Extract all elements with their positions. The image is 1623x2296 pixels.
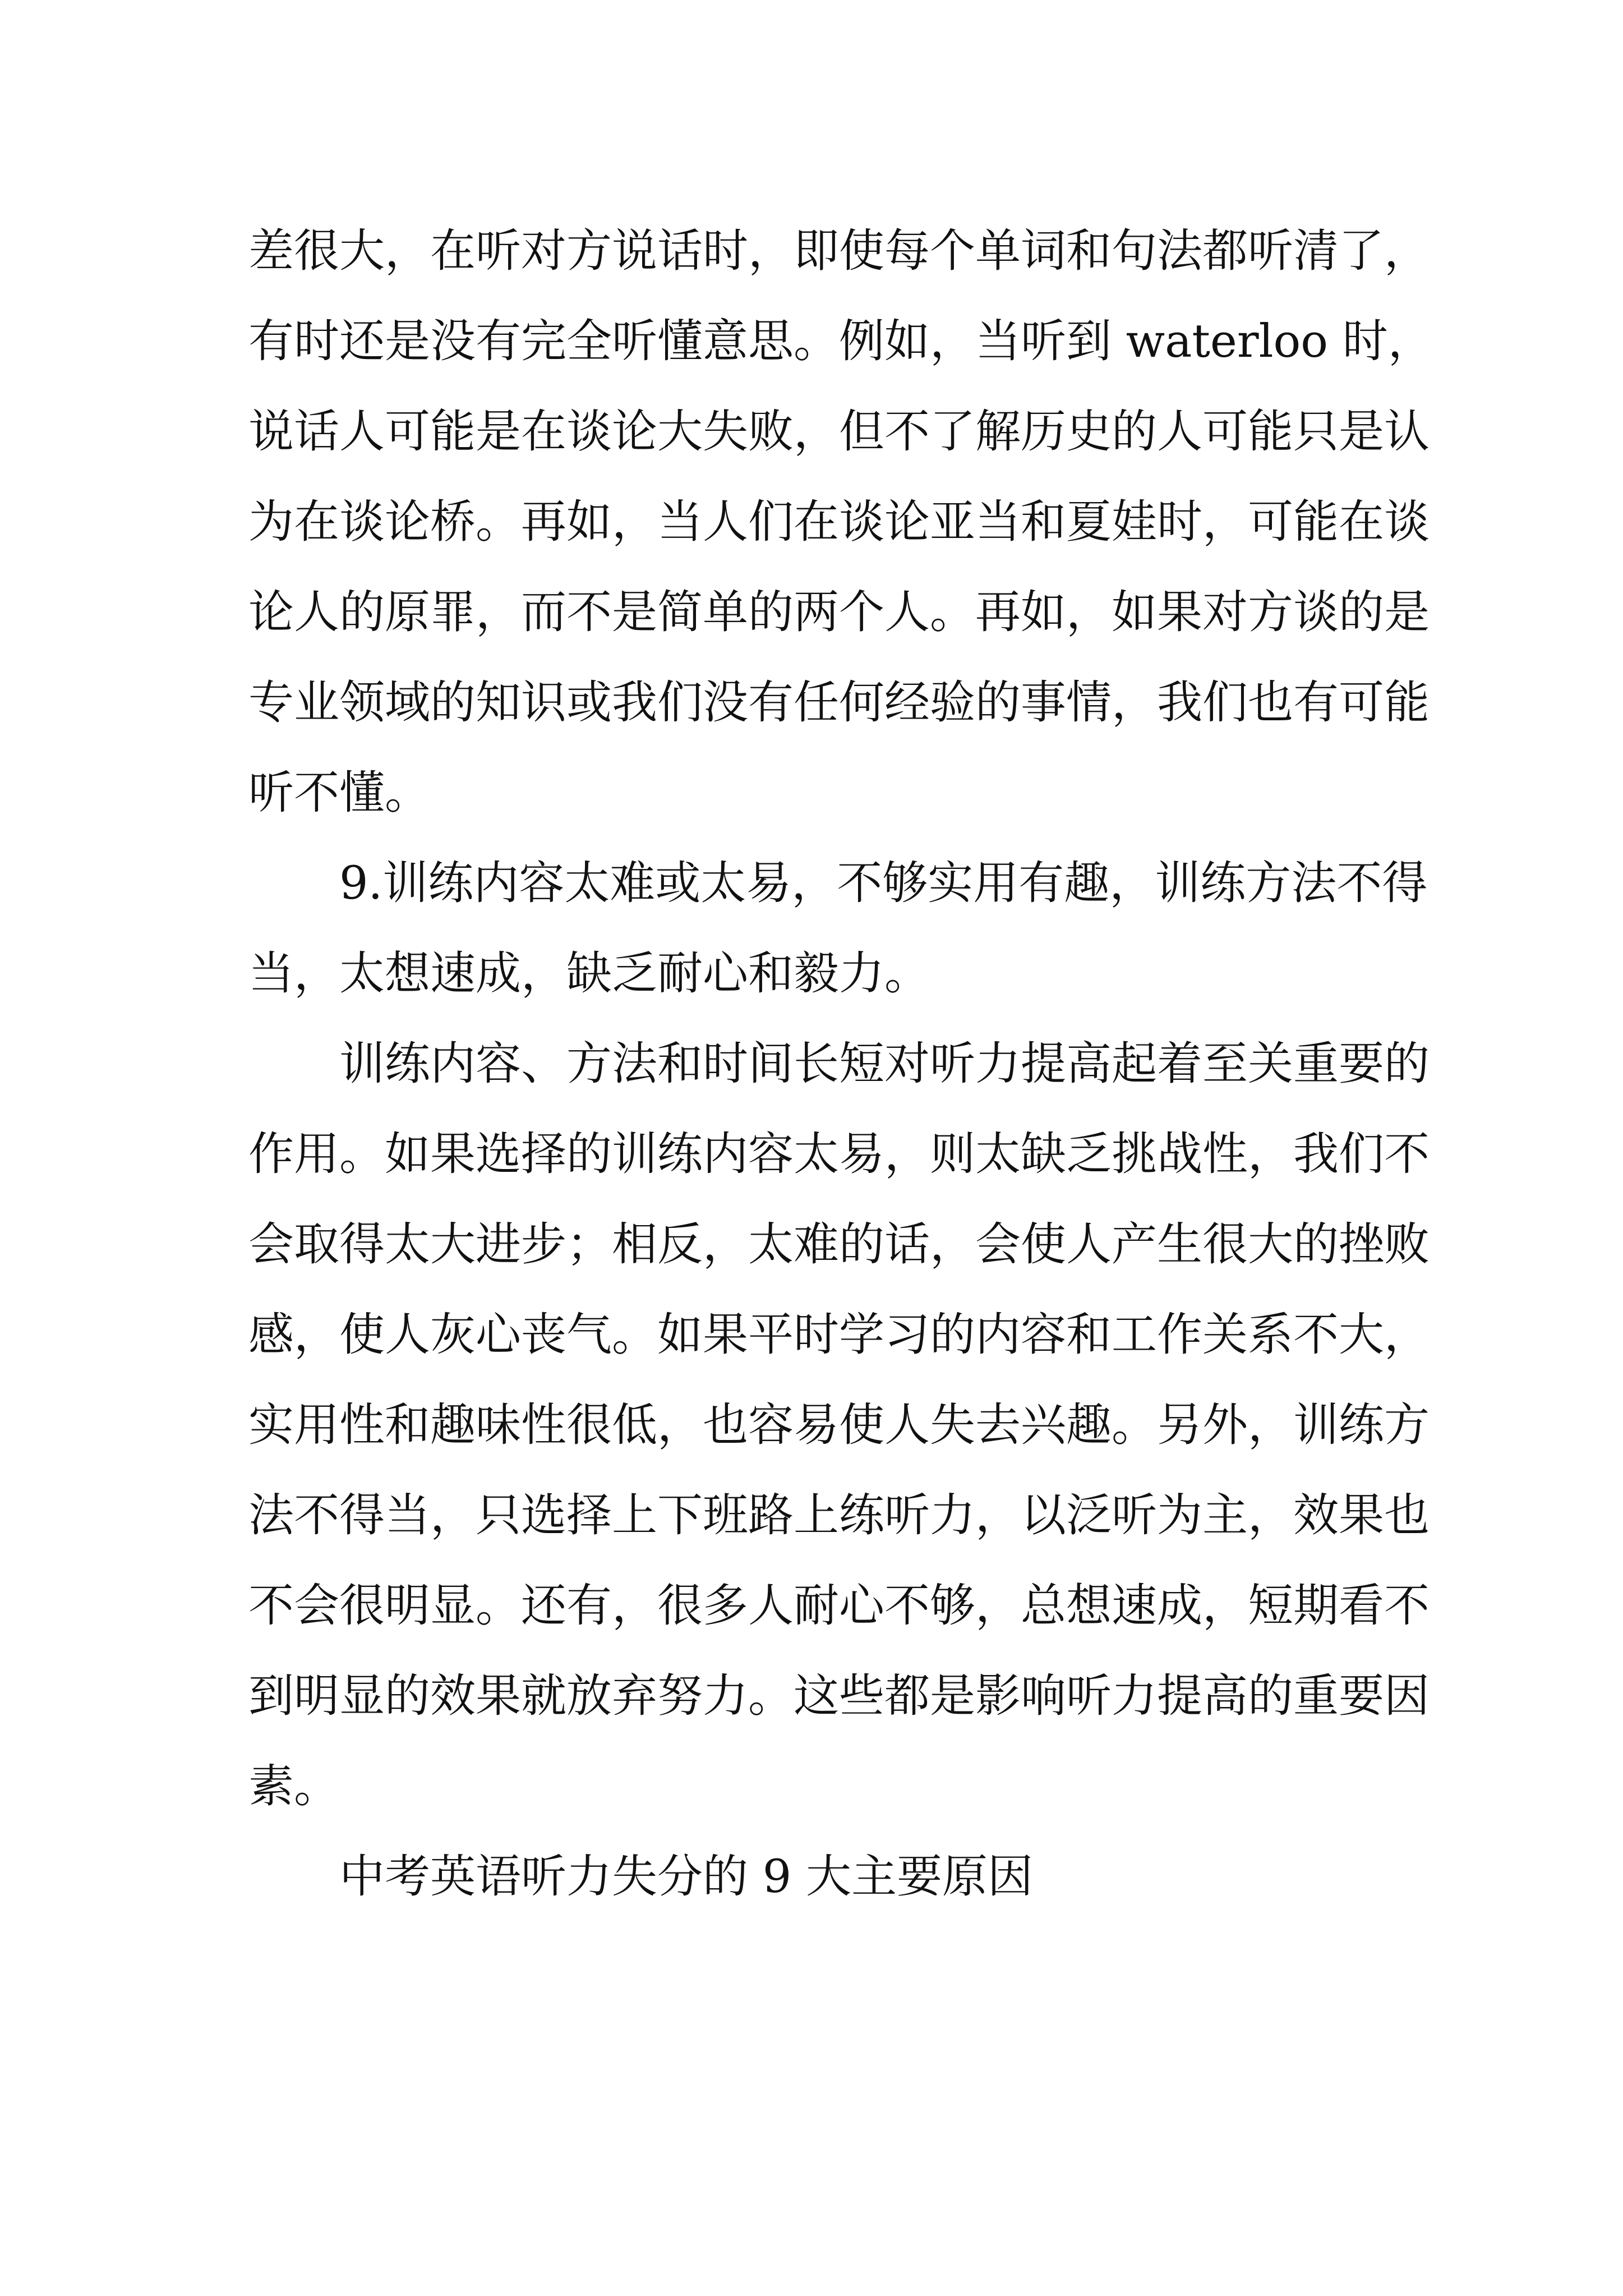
text-line: 差很大，在听对方说话时，即使每个单词和句法都听清了，: [248, 225, 1430, 278]
paragraph-1: [248, 206, 1433, 839]
text-line: 论人的原罪，而不是简单的两个人。再如，如果对方谈的是: [248, 586, 1430, 639]
text-line: 到明显的效果就放弃努力。这些都是影响听力提高的重要因: [248, 1670, 1430, 1723]
text-line: 作用。如果选择的训练内容太易，则太缺乏挑战性，我们不: [248, 1128, 1430, 1181]
text-line: 法不得当，只选择上下班路上练听力，以泛听为主，效果也: [248, 1489, 1430, 1542]
text-line: 不会很明显。还有，很多人耐心不够，总想速成，短期看不: [248, 1580, 1430, 1632]
text-line: 说话人可能是在谈论大失败，但不了解历史的人可能只是认: [248, 406, 1430, 458]
text-line: 感，使人灰心丧气。如果平时学习的内容和工作关系不大，: [248, 1309, 1430, 1361]
text-line: 素。: [248, 1760, 340, 1813]
paragraph-3: [248, 1019, 1430, 1832]
text-line: 会取得太大进步；相反，太难的话，会使人产生很大的挫败: [248, 1218, 1430, 1271]
text-line: 9.训练内容太难或太易，不够实用有趣，训练方法不得: [339, 857, 1428, 910]
text-line: 有时还是没有完全听懂意思。例如，当听到 waterloo 时，: [248, 315, 1433, 368]
document-body: [248, 206, 1433, 1922]
text-line: 听不懂。: [248, 767, 431, 820]
text-line: 当，太想速成，缺乏耐心和毅力。: [248, 947, 930, 1000]
paragraph-4: [248, 1832, 1387, 1922]
section-heading: 中考英语听力失分的 9 大主要原因: [339, 1851, 1034, 1903]
paragraph-2: [248, 839, 1428, 1019]
text-line: 实用性和趣味性很低，也容易使人失去兴趣。另外，训练方: [248, 1399, 1430, 1452]
text-line: 训练内容、方法和时间长短对听力提高起着至关重要的: [339, 1038, 1430, 1091]
text-line: 为在谈论桥。再如，当人们在谈论亚当和夏娃时，可能在谈: [248, 496, 1430, 549]
text-line: 专业领域的知识或我们没有任何经验的事情，我们也有可能: [248, 677, 1430, 729]
